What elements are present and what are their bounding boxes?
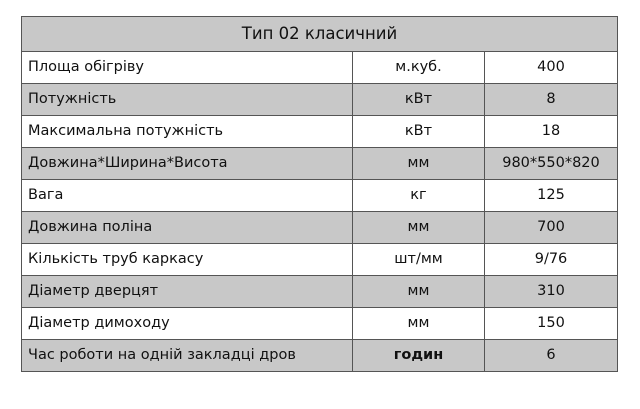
table-row <box>22 52 618 84</box>
param-unit: годин <box>353 340 485 372</box>
table-row <box>22 308 618 340</box>
param-unit: мм <box>353 212 485 244</box>
param-name: Кількість труб каркасу <box>22 244 353 276</box>
param-name: Максимальна потужність <box>22 116 353 148</box>
param-value: 150 <box>485 308 618 340</box>
table-row <box>22 244 618 276</box>
table-row <box>22 84 618 116</box>
param-value: 400 <box>485 52 618 84</box>
param-name: Потужність <box>22 84 353 116</box>
param-value: 125 <box>485 180 618 212</box>
param-value: 700 <box>485 212 618 244</box>
param-name: Вага <box>22 180 353 212</box>
table-row <box>22 180 618 212</box>
title-row <box>22 17 618 52</box>
param-unit: кВт <box>353 84 485 116</box>
param-unit: м.куб. <box>353 52 485 84</box>
param-unit: мм <box>353 276 485 308</box>
param-value: 6 <box>485 340 618 372</box>
table-row <box>22 116 618 148</box>
table-row <box>22 212 618 244</box>
param-unit: мм <box>353 148 485 180</box>
param-value: 980*550*820 <box>485 148 618 180</box>
param-name: Діаметр дверцят <box>22 276 353 308</box>
param-name: Площа обігріву <box>22 52 353 84</box>
param-value: 310 <box>485 276 618 308</box>
param-unit: кВт <box>353 116 485 148</box>
param-value: 18 <box>485 116 618 148</box>
param-unit: мм <box>353 308 485 340</box>
param-unit: шт/мм <box>353 244 485 276</box>
table-row <box>22 340 618 372</box>
table-row <box>22 276 618 308</box>
param-unit: кг <box>353 180 485 212</box>
param-name: Довжина поліна <box>22 212 353 244</box>
param-value: 8 <box>485 84 618 116</box>
table-title: Тип 02 класичний <box>22 17 618 52</box>
table-row <box>22 148 618 180</box>
spec-table <box>21 16 618 372</box>
param-value: 9/76 <box>485 244 618 276</box>
param-name: Діаметр димоходу <box>22 308 353 340</box>
param-name: Час роботи на одній закладці дров <box>22 340 353 372</box>
param-name: Довжина*Ширина*Висота <box>22 148 353 180</box>
